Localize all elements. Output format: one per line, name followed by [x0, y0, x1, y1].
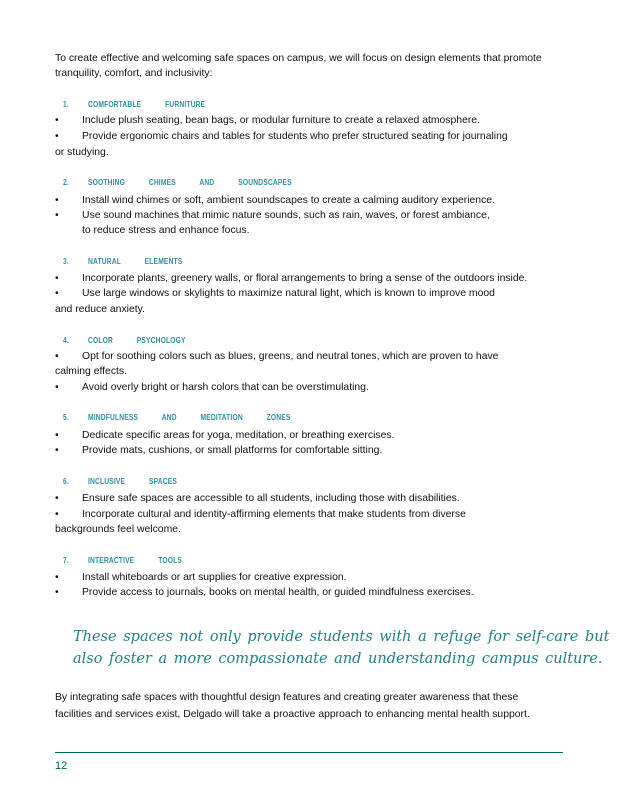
section-number: 2. — [63, 177, 69, 187]
intro-line: To create effective and welcoming safe spaces on campus, we will focus on design elements that promote — [55, 53, 542, 64]
bullet-icon: • — [55, 493, 59, 504]
section-number: 6. — [63, 476, 69, 486]
section-heading — [63, 554, 182, 566]
intro-line: tranquility, comfort, and inclusivity: — [55, 68, 213, 79]
bullet-icon: • — [55, 351, 59, 362]
section-heading — [63, 411, 291, 423]
section-title: INCLUSIVE SPACES — [87, 476, 177, 486]
section-title: MINDFULNESS AND MEDITATION ZONES — [87, 412, 291, 422]
bullet-icon: • — [55, 587, 59, 598]
bullet-continuation: and reduce anxiety. — [55, 304, 145, 315]
footer-rule — [55, 752, 563, 753]
section-number: 3. — [63, 256, 69, 266]
section-heading — [63, 98, 205, 110]
section-number: 7. — [63, 555, 69, 565]
bullet-text: Provide ergonomic chairs and tables for students who prefer structured seating for journaling — [82, 131, 508, 142]
bullet-icon: • — [55, 195, 59, 206]
section-title: COMFORTABLE FURNITURE — [87, 99, 206, 109]
pull-quote-line: also foster a more compassionate and understanding campus culture. — [73, 651, 603, 667]
bullet-text: Opt for soothing colors such as blues, greens, and neutral tones, which are proven to have — [82, 351, 499, 362]
page-number: 12 — [55, 760, 68, 772]
section-title: NATURAL ELEMENTS — [87, 256, 183, 266]
section-title: INTERACTIVE TOOLS — [87, 555, 182, 565]
section-number: 1. — [63, 99, 69, 109]
bullet-text: Use sound machines that mimic nature sounds, such as rain, waves, or forest ambiance, — [82, 210, 490, 221]
bullet-icon: • — [55, 115, 59, 126]
bullet-icon: • — [55, 210, 59, 221]
section-title: SOOTHING CHIMES AND SOUNDSCAPES — [87, 177, 292, 187]
bullet-text: Ensure safe spaces are accessible to all students, including those with disabilities. — [82, 493, 460, 504]
section-heading — [63, 475, 177, 487]
section-number: 5. — [63, 412, 69, 422]
section-heading — [63, 255, 182, 267]
bullet-continuation: or studying. — [55, 147, 109, 158]
bullet-icon: • — [55, 430, 59, 441]
bullet-continuation: calming effects. — [55, 366, 127, 377]
bullet-text: Install whiteboards or art supplies for creative expression. — [82, 572, 347, 583]
closing-line: facilities and services exist, Delgado will take a proactive approach to enhancing mental health support. — [55, 709, 530, 720]
bullet-icon: • — [55, 572, 59, 583]
section-heading — [63, 176, 292, 188]
bullet-icon: • — [55, 288, 59, 299]
bullet-text: Provide access to journals, books on mental health, or guided mindfulness exercises. — [82, 587, 474, 598]
bullet-text: Dedicate specific areas for yoga, meditation, or breathing exercises. — [82, 430, 395, 441]
section-title: COLOR PSYCHOLOGY — [87, 335, 186, 345]
bullet-icon: • — [55, 382, 59, 393]
closing-line: By integrating safe spaces with thoughtful design features and creating greater awareness that these — [55, 692, 519, 703]
bullet-text: Use large windows or skylights to maximize natural light, which is known to improve mood — [82, 288, 495, 299]
bullet-continuation: backgrounds feel welcome. — [55, 524, 181, 535]
bullet-icon: • — [55, 273, 59, 284]
bullet-text: Provide mats, cushions, or small platforms for comfortable sitting. — [82, 445, 383, 456]
bullet-text: Avoid overly bright or harsh colors that can be overstimulating. — [82, 382, 369, 393]
section-heading — [63, 334, 186, 346]
bullet-text: Incorporate cultural and identity-affirming elements that make students from diverse — [82, 509, 466, 520]
bullet-text: Install wind chimes or soft, ambient soundscapes to create a calming auditory experience. — [82, 195, 495, 206]
bullet-icon: • — [55, 509, 59, 520]
section-number: 4. — [63, 335, 69, 345]
bullet-text: Include plush seating, bean bags, or modular furniture to create a relaxed atmosphere. — [82, 115, 480, 126]
pull-quote-line: These spaces not only provide students with a refuge for self-care but — [73, 629, 610, 645]
bullet-icon: • — [55, 131, 59, 142]
bullet-icon: • — [55, 445, 59, 456]
bullet-text: Incorporate plants, greenery walls, or floral arrangements to bring a sense of the outdoors inside. — [82, 273, 528, 284]
bullet-continuation: to reduce stress and enhance focus. — [82, 225, 250, 236]
